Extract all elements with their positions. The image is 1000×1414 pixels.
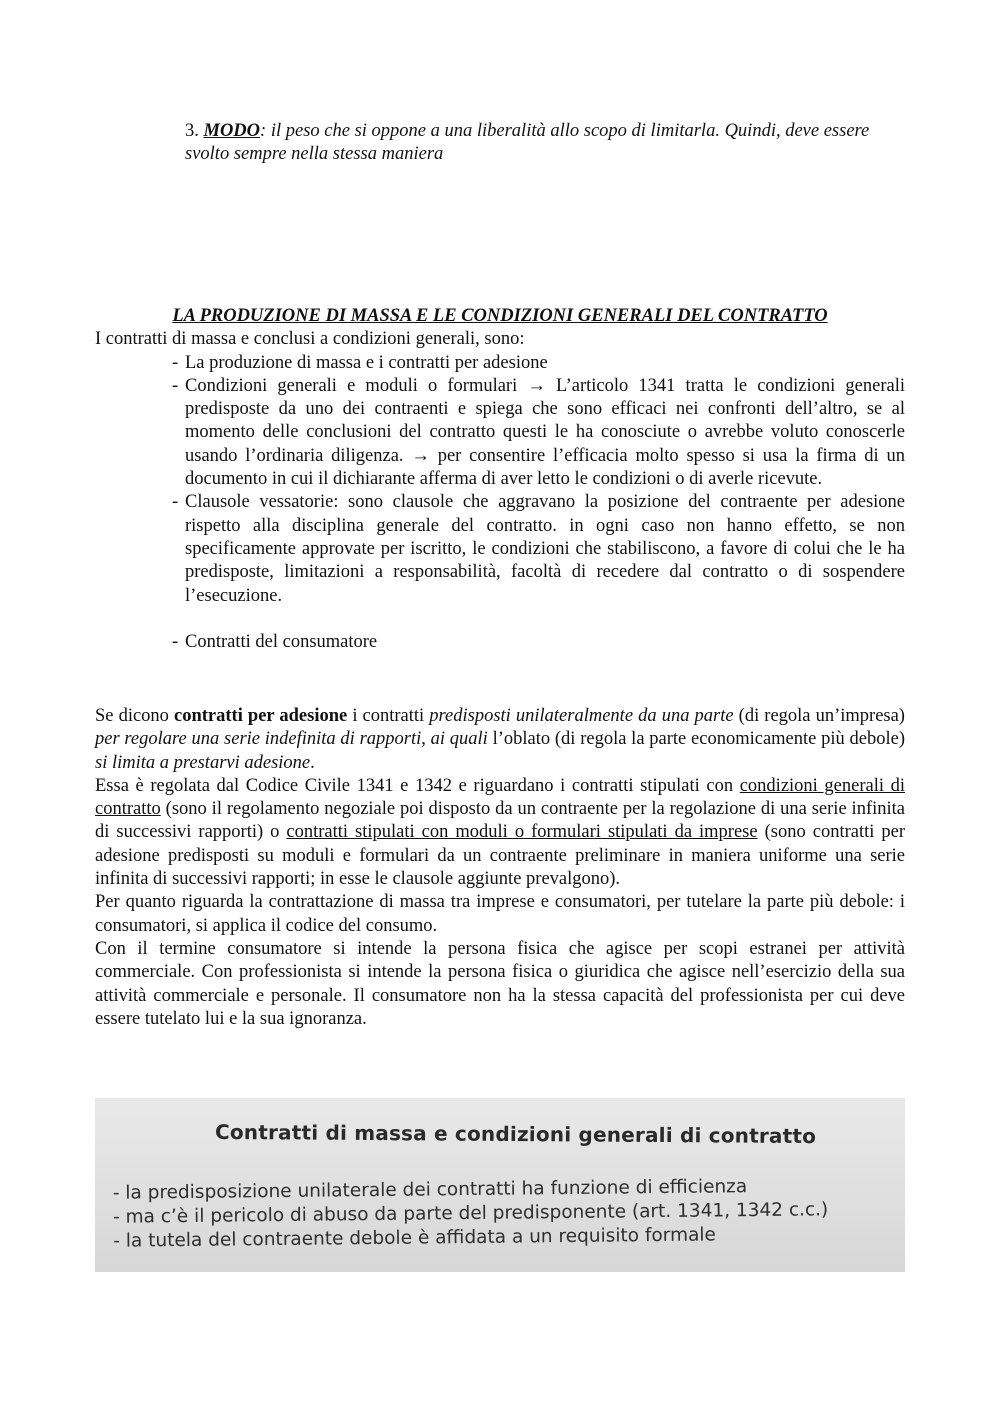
section-intro: I contratti di massa e conclusi a condizioni generali, sono: xyxy=(95,329,525,350)
body-text xyxy=(95,705,905,1031)
photo-title: Contratti di massa e condizioni generali di contratto xyxy=(214,1119,817,1149)
textbook-photo xyxy=(95,1098,905,1272)
list-item: - Condizioni generali e moduli o formulari → L’articolo 1341 tratta le condizioni generali predisposte da uno dei contraenti e spiega che sono efficaci nei confronti dell’altro, se al momento delle conclusioni del contratto questi le ha conosciute o avrebbe voluto conoscerle usando l’ordinaria diligenza. → per consentire l’efficacia molto spesso si usa la firma di un documento in cui il dichiarante afferma di aver letto le condizioni o di averle ricevute. xyxy=(172,375,905,490)
list-item: - Contratti del consumatore xyxy=(172,631,378,652)
paragraph-consumo: Per quanto riguarda la contrattazione di massa tra imprese e consumatori, per tutelare la parte più debole: i consumatori, si applica il codice del consumo. xyxy=(95,892,905,936)
paragraph-adesione: Se dicono contratti per adesione i contratti predisposti unilateralmente da una parte (di regola un’impresa) per regolare una serie indefinita di rapporti, ai quali l’oblato (di regola la parte economicamente più debole) si limita a prestarvi adesione. xyxy=(95,706,905,773)
list-number: 3. xyxy=(185,121,204,141)
list-item: - La produzione di massa e i contratti per adesione xyxy=(172,352,548,373)
mass-production-section xyxy=(95,305,905,654)
modo-colon: : xyxy=(260,121,271,141)
section-heading: LA PRODUZIONE DI MASSA E LE CONDIZIONI GENERALI DEL CONTRATTO xyxy=(172,306,828,326)
dash-list xyxy=(95,352,905,655)
photo-line: - ma c’è il pericolo di abuso da parte del predisponente (art. 1341, 1342 c.c.) xyxy=(112,1199,829,1228)
paragraph-consumatore: Con il termine consumatore si intende la persona fisica che agisce per scopi estranei per attività commerciale. Con professionista si intende la persona fisica o giuridica che agisce nell’esercizio della sua attività commerciale e personale. Il consumatore non ha la stessa capacità del professionista per cui deve essere tutelato lui e la sua ignoranza. xyxy=(95,938,905,1029)
photo-line: - la predisposizione unilaterale dei contratti ha funzione di efficienza xyxy=(112,1176,748,1204)
modo-paragraph xyxy=(185,120,905,166)
list-item: - Clausole vessatorie: sono clausole che aggravano la posizione del contraente per adesione rispetto alla disciplina generale del contratto. in ogni caso non hanno effetto, se non specificamente approvate per iscritto, le condizioni che stabiliscono, a favore di colui che le ha predisposte, limitazioni a responsabilità, facoltà di recedere dal contratto o di sospendere l’esecuzione. xyxy=(172,492,905,606)
paragraph-codice-civile: Essa è regolata dal Codice Civile 1341 e 1342 e riguardano i contratti stipulati con condizioni generali di contratto (sono il regolamento negoziale poi disposto da un contraente per la regolazione di una serie infinita di successivi rapporti) o contratti stipulati con moduli o formulari stipulati da imprese (sono contratti per adesione predisposti su moduli e formulari da un contraente preliminare in maniera uniforme una serie infinita di successivi rapporti; in esse le clausole aggiunte prevalgono). xyxy=(95,775,906,890)
photo-line: - la tutela del contraente debole è affidata a un requisito formale xyxy=(113,1224,716,1252)
photo-lines xyxy=(113,1174,829,1253)
modo-text: il peso che si oppone a una liberalità allo scopo di limitarla. Quindi, deve essere svolto sempre nella stessa maniera xyxy=(185,121,870,164)
modo-keyword: MODO xyxy=(203,121,261,141)
